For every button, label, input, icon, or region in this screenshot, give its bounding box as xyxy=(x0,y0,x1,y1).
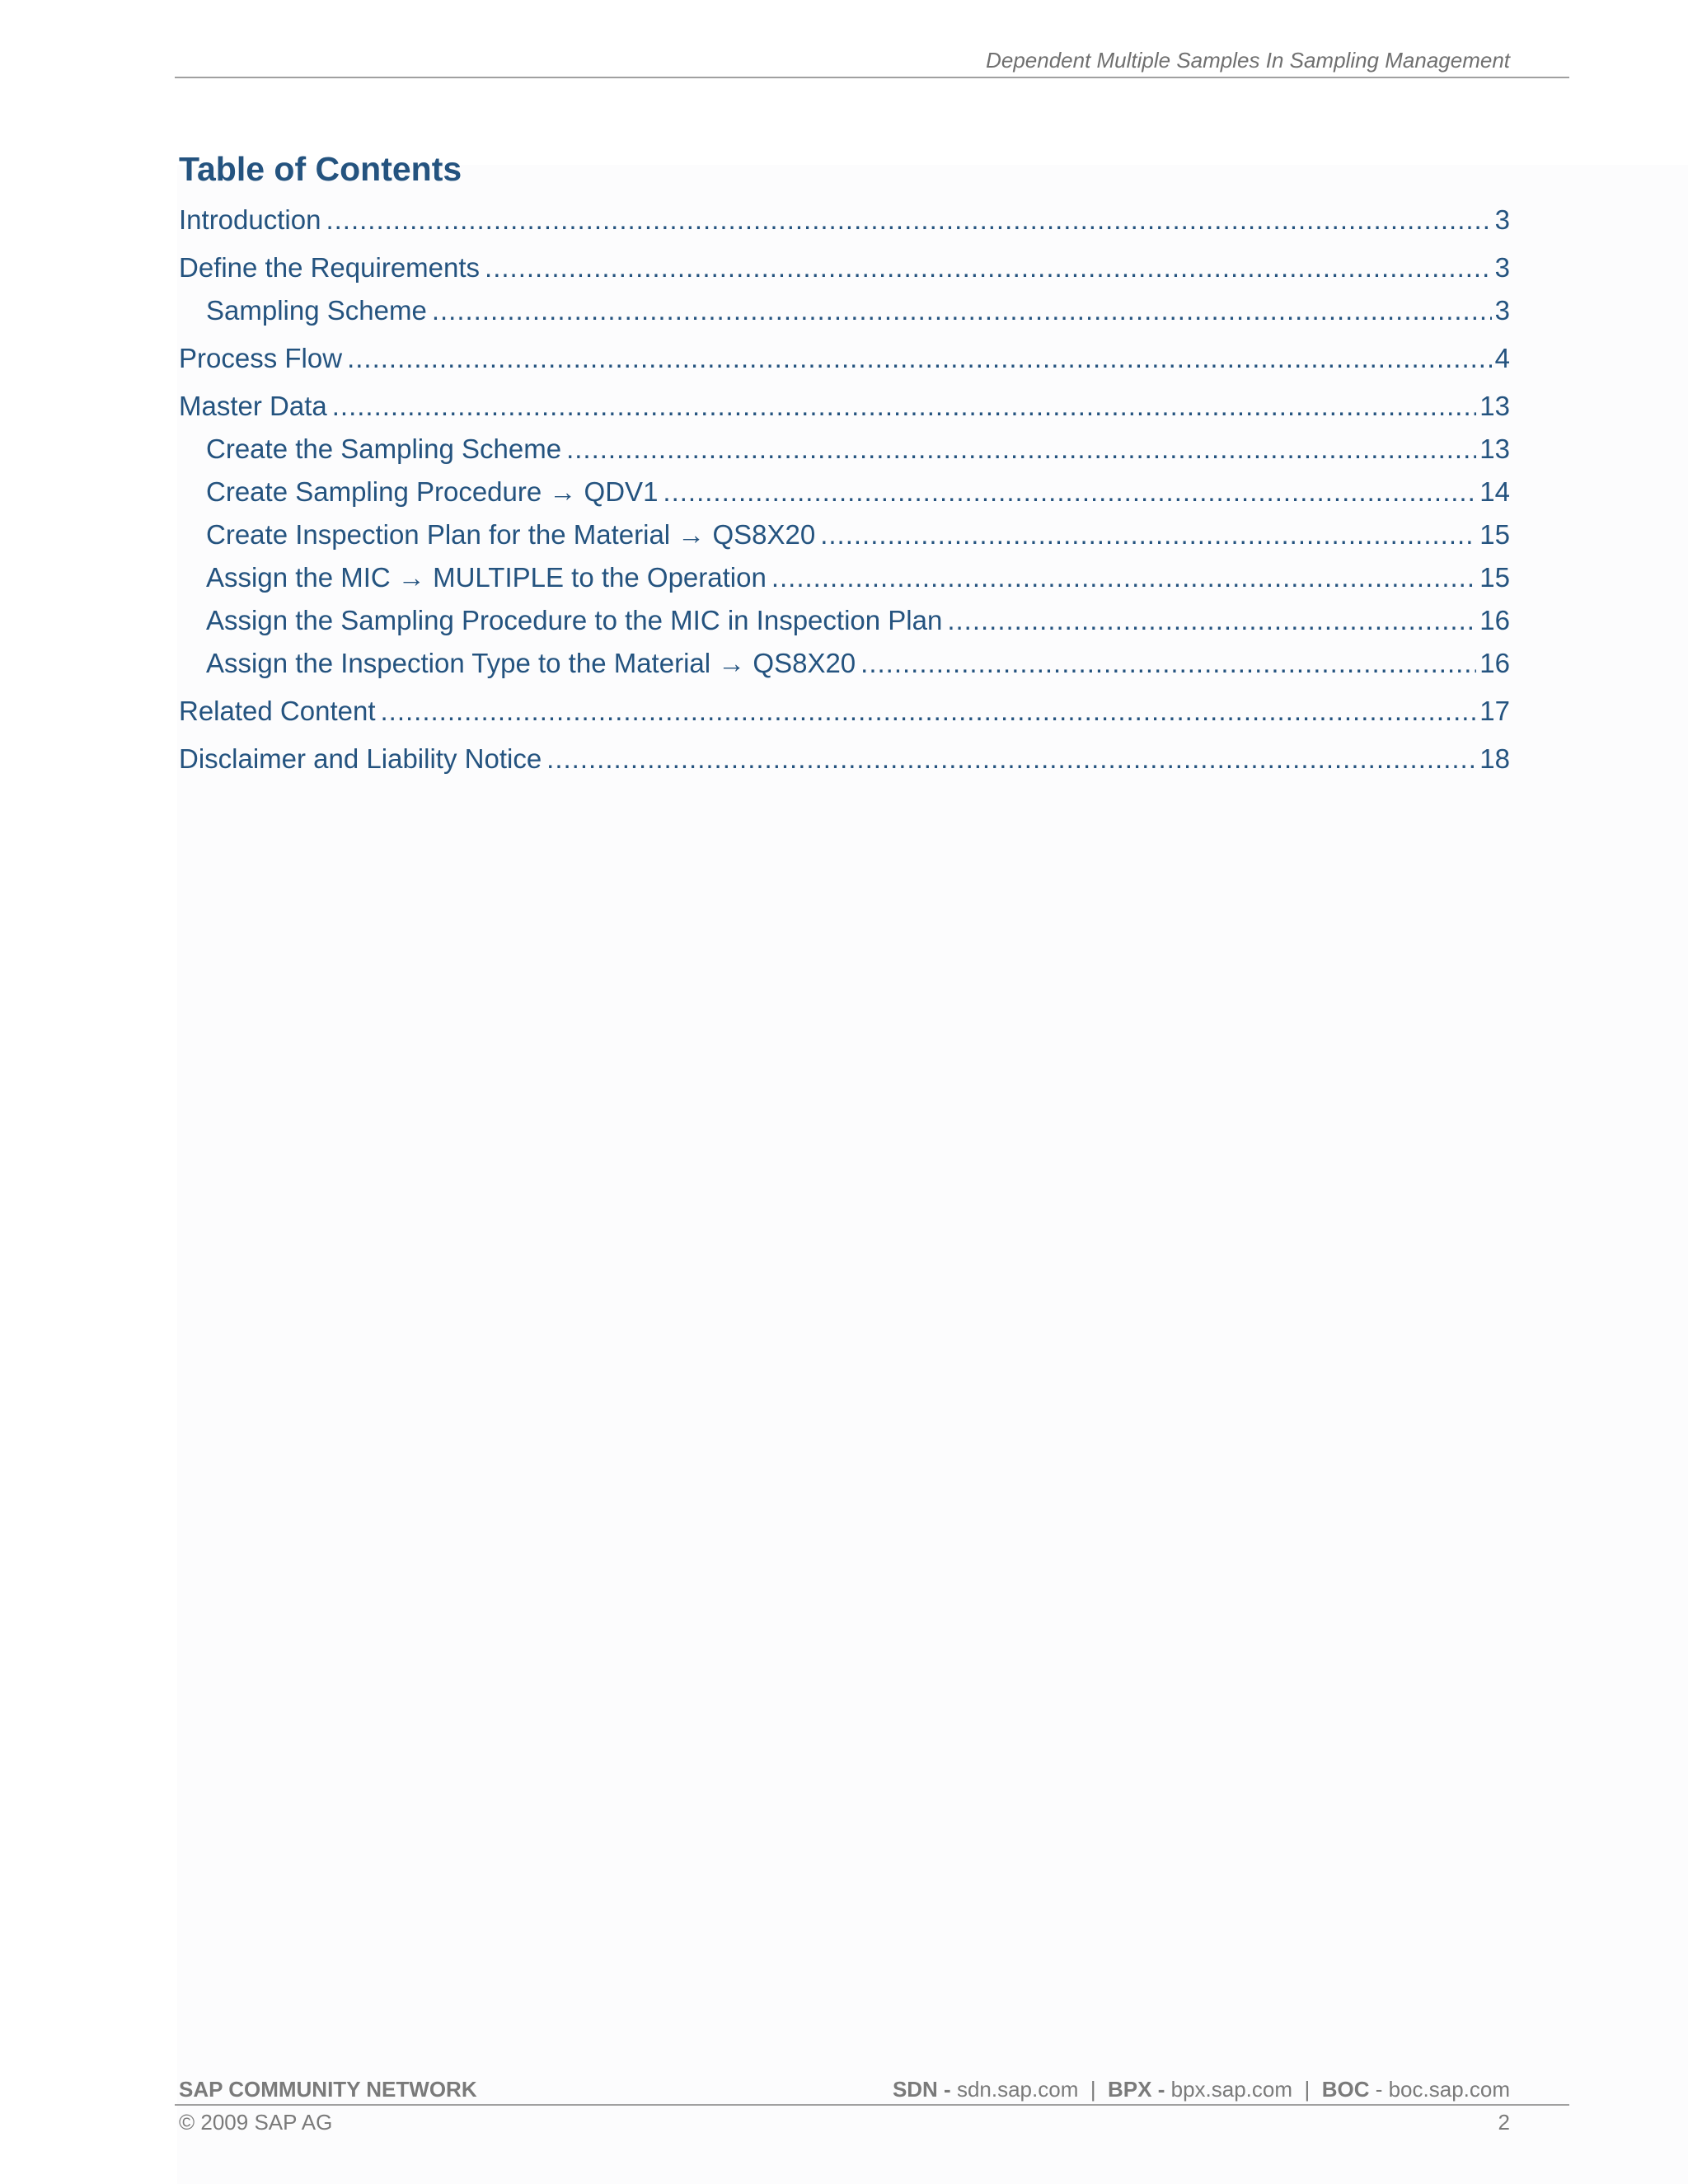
toc-entry-label: Create the Sampling Scheme xyxy=(206,434,562,464)
footer-bpx-label: BPX - xyxy=(1108,2077,1165,2102)
toc-entry-page: 14 xyxy=(1479,476,1510,507)
toc-entry-page: 13 xyxy=(1479,434,1510,464)
toc-entry-create-sampling-scheme[interactable] xyxy=(206,434,1510,466)
footer-sdn-link[interactable]: sdn.sap.com xyxy=(956,2077,1079,2102)
footer-page-number: 2 xyxy=(1498,2110,1510,2135)
toc-dot-leader xyxy=(326,204,1491,236)
toc-entry-page: 15 xyxy=(1479,519,1510,550)
toc-entry-process-flow[interactable] xyxy=(179,343,1510,376)
toc-entry-page: 4 xyxy=(1494,343,1510,373)
toc-entry-label: Process Flow xyxy=(179,343,343,373)
header-doc-title: Dependent Multiple Samples In Sampling Management xyxy=(986,48,1510,73)
toc-entry-page: 3 xyxy=(1494,252,1510,283)
toc-list xyxy=(0,0,1688,824)
toc-entry-related-content[interactable] xyxy=(179,696,1510,729)
toc-entry-define-requirements[interactable] xyxy=(179,252,1510,285)
toc-entry-page: 3 xyxy=(1494,204,1510,235)
toc-entry-page: 15 xyxy=(1479,562,1510,593)
toc-entry-introduction[interactable] xyxy=(179,204,1510,237)
toc-entry-page: 3 xyxy=(1494,295,1510,326)
toc-dot-leader xyxy=(820,519,1476,551)
toc-dot-leader xyxy=(663,476,1476,508)
toc-entry-label: Define the Requirements xyxy=(179,252,481,283)
footer-site-links xyxy=(893,2077,1510,2102)
toc-entry-create-inspection-plan[interactable] xyxy=(206,519,1510,552)
footer-separator: | xyxy=(1304,2077,1311,2102)
toc-entry-label: Master Data xyxy=(179,391,327,421)
toc-entry-label: Assign the Inspection Type to the Material → QS8X20 xyxy=(206,648,856,678)
toc-dot-leader xyxy=(771,562,1476,593)
toc-entry-disclaimer[interactable] xyxy=(179,743,1510,776)
toc-dot-leader xyxy=(860,648,1476,679)
toc-entry-master-data[interactable] xyxy=(179,391,1510,424)
toc-entry-label: Assign the MIC → MULTIPLE to the Operation xyxy=(206,562,767,593)
footer-boc-link[interactable]: - boc.sap.com xyxy=(1375,2077,1510,2102)
toc-entry-label: Sampling Scheme xyxy=(206,295,427,326)
toc-entry-page: 17 xyxy=(1479,696,1510,726)
toc-entry-label: Create Sampling Procedure → QDV1 xyxy=(206,476,659,507)
footer-separator: | xyxy=(1090,2077,1096,2102)
toc-entry-page: 16 xyxy=(1479,648,1510,678)
footer-copyright: © 2009 SAP AG xyxy=(179,2110,333,2135)
footer-sdn-label: SDN - xyxy=(892,2077,951,2102)
toc-entry-page: 13 xyxy=(1479,391,1510,421)
footer-rule xyxy=(175,2104,1569,2106)
toc-heading: Table of Contents xyxy=(179,150,462,188)
toc-entry-label: Assign the Sampling Procedure to the MIC in Inspection Plan xyxy=(206,605,943,635)
toc-entry-sampling-scheme[interactable] xyxy=(206,295,1510,328)
footer-bpx-link[interactable]: bpx.sap.com xyxy=(1170,2077,1293,2102)
footer-network-name: SAP COMMUNITY NETWORK xyxy=(179,2077,477,2102)
toc-dot-leader xyxy=(566,434,1476,465)
toc-dot-leader xyxy=(432,295,1492,326)
toc-entry-assign-inspection-type[interactable] xyxy=(206,648,1510,681)
toc-dot-leader xyxy=(332,391,1477,422)
toc-entry-page: 18 xyxy=(1479,743,1510,774)
toc-entry-assign-sampling-procedure[interactable] xyxy=(206,605,1510,638)
toc-entry-page: 16 xyxy=(1479,605,1510,635)
toc-entry-label: Disclaimer and Liability Notice xyxy=(179,743,542,774)
toc-dot-leader xyxy=(485,252,1492,284)
toc-entry-assign-mic[interactable] xyxy=(206,562,1510,595)
toc-dot-leader xyxy=(381,696,1477,727)
footer-boc-label: BOC xyxy=(1321,2077,1370,2102)
toc-dot-leader xyxy=(347,343,1492,374)
toc-dot-leader xyxy=(546,743,1476,775)
toc-entry-label: Create Inspection Plan for the Material → QS8X20 xyxy=(206,519,816,550)
toc-entry-create-sampling-procedure[interactable] xyxy=(206,476,1510,509)
toc-dot-leader xyxy=(947,605,1476,636)
toc-entry-label: Introduction xyxy=(179,204,321,235)
toc-entry-label: Related Content xyxy=(179,696,376,726)
